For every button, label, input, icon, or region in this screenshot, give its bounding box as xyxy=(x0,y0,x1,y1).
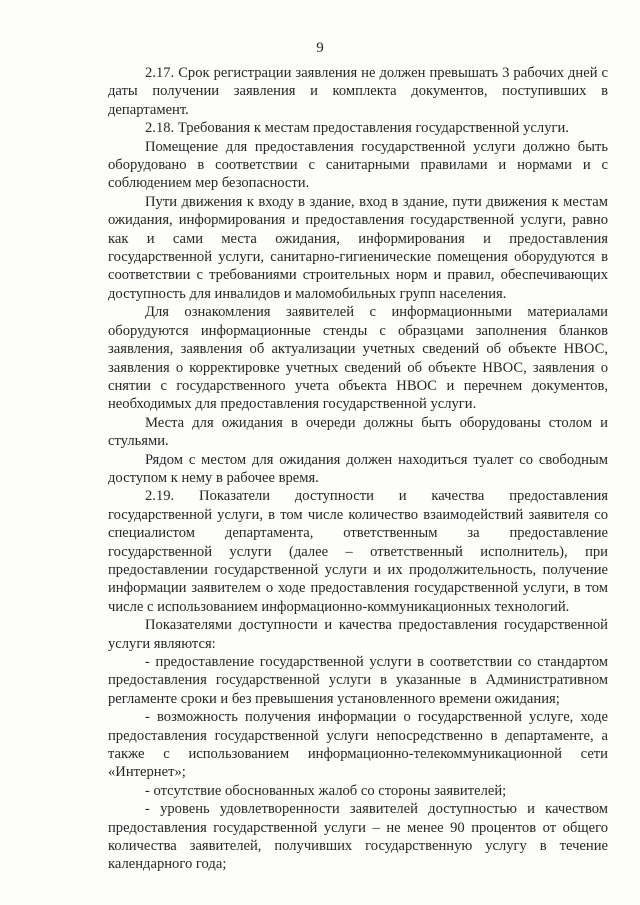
paragraph-2-17: 2.17. Срок регистрации заявления не должен превышать 3 рабочих дней с даты получении заявления и комплекта документов, поступивших в департамент. xyxy=(108,65,608,118)
paragraph-accessibility-routes: Пути движения к входу в здание, вход в здание, пути движения к местам ожидания, информирования и предоставления государственной услуги, равно как и сами места ожидания, информирования и предоставления государственной услуги, санитарно-гигиенические помещения оборудуются в соответствии с требованиями строительных норм и правил, обеспечивающих доступность для инвалидов и маломобильных групп населения. xyxy=(108,193,608,302)
paragraph-info-stands: Для ознакомления заявителей с информационными материалами оборудуются информационные стенды с образцами заполнения бланков заявления, заявления об актуализации учетных сведений об объекте НВОС, заявления о корректировке учетных сведений об объекте НВОС, заявления о снятии с государственного учета объекта НВОС и перечнем документов, необходимых для предоставления государственной услуги. xyxy=(108,304,608,413)
page-number: 9 xyxy=(316,40,324,56)
paragraph-premises: Помещение для предоставления государственной услуги должно быть оборудовано в соответствии с санитарными правилами и нормами и с соблюдением мер безопасности. xyxy=(108,138,608,192)
paragraph-toilet: Рядом с местом для ожидания должен находиться туалет со свободным доступом к нему в рабочее время. xyxy=(108,451,608,486)
paragraph-2-18: 2.18. Требования к местам предоставления государственной услуги. xyxy=(145,120,569,137)
document-body xyxy=(108,64,608,874)
paragraph-waiting-places: Места для ожидания в очереди должны быть оборудованы столом и стульями. xyxy=(108,414,608,450)
paragraph-2-19: 2.19. Показатели доступности и качества предоставления государственной услуги, в том числе количество взаимодействий заявителя со специалистом департамента, ответственным за предоставление государственной услуги (далее – ответственный исполнитель), при предоставлении государственной услуги и их продолжительность, получение информации заявителем о ходе предоставления государственной услуги, в том числе с использованием информационно-коммуникационных технологий. xyxy=(108,488,608,615)
list-item-standard: - предоставление государственной услуги в соответствии со стандартом предоставления государственной услуги в указанные в Административном регламенте сроки и без превышения установленного времени ожидания; xyxy=(108,654,608,707)
list-item-satisfaction: - уровень удовлетворенности заявителей доступностью и качеством предоставления государственной услуги – не менее 90 процентов от общего количества заявителей, получивших государственную услугу в течение календарного года; xyxy=(108,801,608,873)
paragraph-indicators-intro: Показателями доступности и качества предоставления государственной услуги являются: xyxy=(108,617,608,652)
list-item-complaints: - отсутствие обоснованных жалоб со стороны заявителей; xyxy=(145,782,507,799)
list-item-information: - возможность получения информации о государственной услуге, ходе предоставления государственной услуги непосредственно в департаменте, а также с использованием информационно-телекоммуникационной сети «Интернет»; xyxy=(108,709,608,781)
